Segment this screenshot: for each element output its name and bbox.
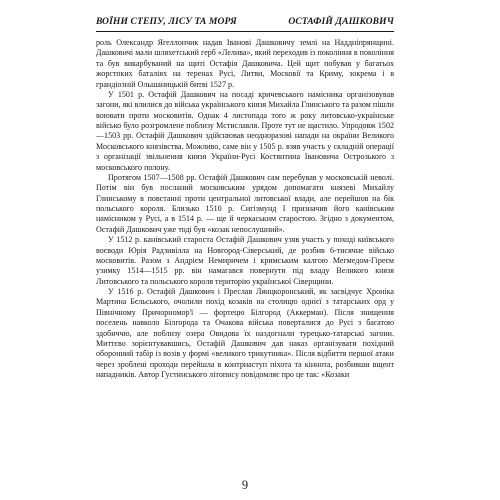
body-text [96, 38, 394, 380]
page-number: 9 [241, 478, 249, 492]
paragraph: У 1516 р. Остафій Дашкович і Преслав Лянцкоронський, як засвідчує Хроніка Мартина Бєльського, очолили похід козаків на столицю однієї з татарських орд у Північному Причорномор'ї — фортецю Білгород (Аккерман). Після знищення поселень навколо Білгорода та Очакова війська поверталися до Русі з багатою здобиччю, але поблизу озера Овидова їх наздогнали турецько-татарські загони. Миттєво зорієнтувавшись, Остафій Дашкович дав наказ організувати похідний оборонний табір із возів у формі «великого трикутника». Після відбиття першої атаки через зроблені проходи перейшла в контрнаступ піхота та кіннота, розбивши вщент нападників. Автор Густинського літопису повідомляє про це так: «Козаки [96, 287, 394, 379]
paragraph: У 1501 р. Остафій Дашкович на посаді кричевського намісника організовував загони, які влилися до війська українського князя Михайла Глинського та разом пішли воювати проти московитів. Однак 4 листопада того ж року литовсько-українське військо було розгромлене поблизу Мстиславля. Проте тут не щастило. Упродовж 1502—1503 рр. Остафій Дашкович здійснював неодноразові напади на окраїни Великого Московського князівства. Можливо, саме він у 1505 р. взяв участь у складній операції з організації звільнення князя України-Русі Костянтина Івановича Острозького з московського полону. [96, 89, 394, 172]
book-page [96, 16, 394, 494]
paragraph: Протягом 1507—1508 рр. Остафій Дашкович сам перебував у московській неволі. Потім він був посланий московським урядом допомагати князеві Михайлу Глинському в повстанні проти центральної литовської влади, але перейшов на бік польського короля. Близько 1510 р. Сигізмунд І призначив його канівським намісником у Русі, а в 1514 р. — ще й черкаським старостою. Згідно з документом, Остафій Дашкович уже тоді був «козак непослушний». [96, 172, 394, 234]
header-book-title: ВОЇНИ СТЕПУ, ЛІСУ ТА МОРЯ [96, 16, 237, 27]
running-header [96, 16, 394, 32]
paragraph: роль Олександр Ягеллончик надав Іванові Дашковичу землі на Наддніпрянщині. Дашковичі мали шляхетський герб «Лелива», який переходив із покоління в покоління та був викарбуваний на щиті Остафія Дашковича. Цей щит побував у багатьох жорстоких баталіях на теренах Русі, Литви, Московії та Криму, зокрема і в грандіозній Ольшаницькій битві 1527 р. [96, 38, 394, 89]
paragraph: У 1512 р. канівський староста Остафій Дашкович узяв участь у поході київського воєводи Юрія Радзивілла на Новгород-Сіверський, де розбив 6-тисячне військо московитів. Разом з Андрієм Немиричем і кримським калгою Мегмедом-Гіреєм узимку 1514—1515 рр. він намагався повернути під владу Великого князя Литовського та польського короля територію української Сіверщини. [96, 235, 394, 286]
header-chapter-title: ОСТАФІЙ ДАШКОВИЧ [288, 16, 394, 27]
